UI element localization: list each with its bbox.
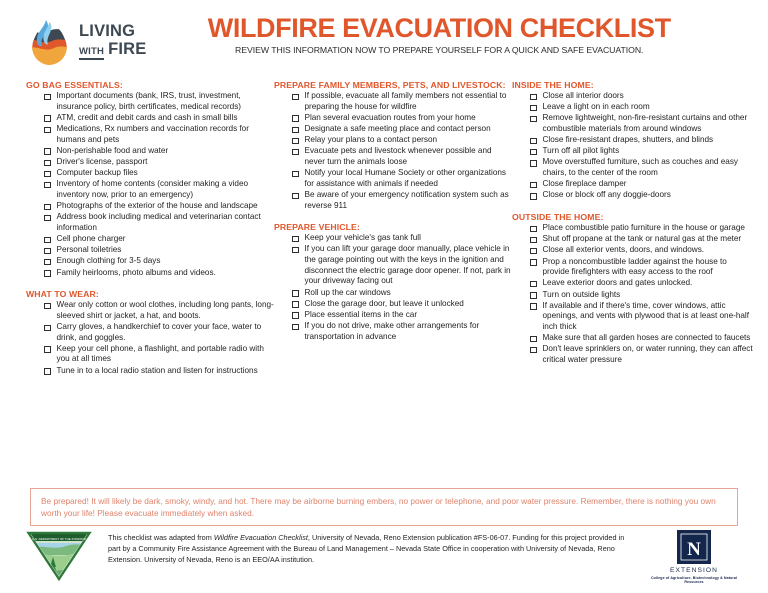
checklist-item[interactable] [512,290,754,301]
checklist-item-label: If you can lift your garage door manually, place vehicle in the garage pointing out with the keys in the ignition and disconnect the electric garage door opener. If not, park in your driveway facing out [304,244,511,286]
checklist-item-label: Evacuate pets and livestock whenever possible and never turn the animals loose [304,146,492,166]
logo-text-living: LIVING [79,21,136,40]
checkbox-icon[interactable] [292,324,299,331]
checklist-item[interactable] [26,168,274,179]
checklist-item[interactable] [512,179,754,190]
logo-text-with: WITH [79,47,104,60]
checklist-item-label: Close all exterior vents, doors, and windows. [542,245,705,255]
section-heading-what-to-wear: WHAT TO WEAR: [26,289,99,300]
checklist-item[interactable] [274,135,512,146]
checkbox-icon[interactable] [44,368,51,375]
checkbox-icon[interactable] [530,248,537,255]
checklist-item[interactable] [274,321,512,342]
checklist-item-label: Relay your plans to a contact person [304,135,438,145]
title-block [146,14,744,55]
unr-extension-logo [646,528,742,584]
checkbox-icon[interactable] [44,346,51,353]
checkbox-icon[interactable] [292,247,299,254]
checklist-item[interactable] [26,179,274,200]
checkbox-icon[interactable] [44,325,51,332]
checkbox-icon[interactable] [292,115,299,122]
checklist-item-label: Plan several evacuation routes from your home [304,112,476,122]
checklist-item[interactable] [26,234,274,245]
checklist-item-label: Photographs of the exterior of the house and landscape [56,201,258,211]
checkbox-icon[interactable] [530,138,537,145]
checkbox-icon[interactable] [44,237,51,244]
checklist-item-label: Important documents (bank, IRS, trust, investment, insurance policy, birth certificates, medical records) [56,91,242,111]
checkbox-icon[interactable] [44,259,51,266]
checklist-item[interactable] [512,301,754,333]
checklist-item[interactable] [26,91,274,112]
checkbox-icon[interactable] [292,301,299,308]
checklist-item-label: Don't leave sprinklers on, or water running, they can affect critical water pressure [542,344,753,364]
checkbox-icon[interactable] [44,270,51,277]
checkbox-icon[interactable] [44,215,51,222]
checklist-item-label: Address book including medical and veterinarian contact information [56,212,261,232]
checklist-item-label: Close or block off any doggie-doors [542,190,671,200]
checklist-item[interactable] [274,299,512,310]
section-heading-inside-the-home: INSIDE THE HOME: [512,80,594,90]
checklist-item[interactable] [512,344,754,365]
checkbox-icon[interactable] [530,149,537,156]
checklist-column-3 [512,80,754,366]
checkbox-icon[interactable] [292,236,299,243]
checklist-item-label: Non-perishable food and water [56,145,169,155]
checklist-item[interactable] [26,124,274,145]
checklist-item[interactable] [26,113,274,124]
checkbox-icon[interactable] [530,336,537,343]
checkbox-icon[interactable] [530,281,537,288]
checklist-item-label: Keep your cell phone, a flashlight, and portable radio with you at all times [56,343,264,364]
checkbox-icon[interactable] [44,204,51,211]
checkbox-icon[interactable] [530,94,537,101]
checklist-item-label: Close fireplace damper [542,179,627,189]
checklist-item[interactable] [274,288,512,299]
checkbox-icon[interactable] [530,347,537,354]
checklist-item[interactable] [274,146,512,167]
checklist-item-label: Inventory of home contents (consider making a video inventory now, prior to an emergency) [56,179,249,199]
checklist-item[interactable] [512,190,754,201]
checklist-item-label: Leave a light on in each room [542,102,650,112]
checklist-what-to-wear [26,300,274,376]
checklist-item-label: Roll up the car windows [304,287,391,297]
checklist-item[interactable] [26,322,274,343]
checkbox-icon[interactable] [292,138,299,145]
checklist-item[interactable] [512,245,754,256]
checklist-item[interactable] [26,212,274,233]
checkbox-icon[interactable] [44,160,51,167]
checkbox-icon[interactable] [530,259,537,266]
section-heading-go-bag-essentials: GO BAG ESSENTIALS: [26,80,123,90]
checklist-item-label: Tune in to a local radio station and listen for instructions [56,365,258,375]
checklist-item-label: Keep your vehicle's gas tank full [304,233,421,243]
checklist-item-label: Leave exterior doors and gates unlocked. [542,278,693,288]
checklist-item[interactable] [26,344,274,365]
checklist-item-label: Prop a noncombustible ladder against the house to provide firefighters with easy access to the roof [542,256,727,277]
unr-college-label: College of Agriculture, Biotechnology & Natural Resources [650,575,738,584]
checkbox-icon[interactable] [530,182,537,189]
checkbox-icon[interactable] [530,105,537,112]
checklist-item[interactable] [274,310,512,321]
page-subtitle: REVIEW THIS INFORMATION NOW TO PREPARE YOURSELF FOR A QUICK AND SAFE EVACUATION. [235,45,644,56]
checkbox-icon[interactable] [44,248,51,255]
checkbox-icon[interactable] [530,292,537,299]
checkbox-icon[interactable] [292,149,299,156]
checklist-item-label: Cell phone charger [56,234,126,244]
checkbox-icon[interactable] [530,303,537,310]
unr-n-mark [677,530,711,564]
checklist-item-label: Enough clothing for 3-5 days [56,256,161,266]
page-header [0,0,768,74]
checklist-column-1 [26,80,274,377]
checklist-outside-the-home [512,223,754,366]
checkbox-icon[interactable] [292,193,299,200]
checkbox-icon[interactable] [530,193,537,200]
checkbox-icon[interactable] [44,171,51,178]
checkbox-icon[interactable] [530,226,537,233]
section-heading-prepare-family-members-pets-livestock: PREPARE FAMILY MEMBERS, PETS, AND LIVESTOCK: [274,80,506,90]
checklist-item-label: Close fire-resistant drapes, shutters, and blinds [542,135,714,145]
checklist-item[interactable] [274,244,512,287]
living-with-fire-flame-logo [26,16,72,66]
checklist-item-label: Personal toiletries [56,245,122,255]
checklist-item[interactable] [26,256,274,267]
checkbox-icon[interactable] [44,115,51,122]
living-with-fire-logo [26,16,146,66]
checklist-item-label: Be aware of your emergency notification system such as reverse 911 [304,189,509,210]
checklist-item[interactable] [512,113,754,134]
checkbox-icon[interactable] [530,160,537,167]
checklist-columns [0,74,768,377]
checkbox-icon[interactable] [44,127,51,134]
checklist-item[interactable] [26,245,274,256]
checklist-item-label: Remove lightweight, non-fire-resistant curtains and other combustible materials from around windows [542,113,748,133]
svg-text:U.S. DEPARTMENT OF THE INTERIO: U.S. DEPARTMENT OF THE INTERIOR [32,537,86,541]
checklist-item[interactable] [26,146,274,157]
checklist-item-label: Driver's license, passport [56,156,148,166]
checklist-go-bag-essentials [26,91,274,278]
checklist-item-label: Family heirlooms, photo albums and videos. [56,267,216,277]
checklist-item[interactable] [274,124,512,135]
checklist-item[interactable] [26,201,274,212]
checklist-item-label: If possible, evacuate all family members not essential to preparing the house for wildfire [304,91,507,111]
checklist-item[interactable] [26,268,274,279]
checklist-item[interactable] [512,278,754,289]
checklist-item[interactable] [26,157,274,168]
checklist-item-label: If available and if there's time, cover windows, attic openings, and vents with plywood that is at least one-half inch thick [542,300,750,331]
checklist-item[interactable] [512,223,754,234]
checklist-prepare-vehicle [274,233,512,342]
unr-extension-label: EXTENSION [669,567,718,574]
page-footer [26,528,742,584]
living-with-fire-wordmark [79,23,146,60]
checkbox-icon[interactable] [292,312,299,319]
checklist-item[interactable] [274,113,512,124]
warning-callout [30,488,738,526]
checklist-item-label: Place essential items in the car [304,309,418,319]
checkbox-icon[interactable] [292,127,299,134]
checkbox-icon[interactable] [292,94,299,101]
checklist-item[interactable] [512,234,754,245]
checklist-item-label: ATM, credit and debit cards and cash in small bills [56,112,238,122]
checklist-item[interactable] [512,333,754,344]
checkbox-icon[interactable] [44,303,51,310]
checklist-item-label: Close all interior doors [542,91,624,100]
checklist-item[interactable] [274,168,512,189]
checklist-inside-the-home [512,91,754,201]
checklist-item-label: Shut off propane at the tank or natural gas at the meter [542,234,742,244]
checklist-item[interactable] [512,257,754,278]
checkbox-icon[interactable] [292,290,299,297]
footer-credit: This checklist was adapted from Wildfire Evacuation Checklist, University of Nevada, Reno Extension publication #FS-06-07. Funding for this project provided in part by a Community Fire Assistance Agreement with the Bureau of Land Management – Nevada State Office in cooperation with University of Nevada, Reno Extension. University of Nevada, Reno is an EEO/AA institution. [108,533,625,565]
checklist-item[interactable] [512,146,754,157]
checklist-item-label: Make sure that all garden hoses are connected to faucets [542,333,751,343]
section-heading-prepare-vehicle: PREPARE VEHICLE: [274,222,360,233]
checkbox-icon[interactable] [44,182,51,189]
checklist-item[interactable] [512,135,754,146]
page-title: WILDFIRE EVACUATION CHECKLIST [207,13,671,43]
checklist-item[interactable] [274,190,512,211]
checkbox-icon[interactable] [292,171,299,178]
section-heading-outside-the-home: OUTSIDE THE HOME: [512,212,604,223]
checkbox-icon[interactable] [530,116,537,123]
checkbox-icon[interactable] [44,94,51,101]
checklist-item-label: Turn on outside lights [542,289,621,299]
checklist-item[interactable] [26,300,274,321]
checklist-item-label: Close the garage door, but leave it unlocked [304,298,464,308]
checklist-item-label: Notify your local Humane Society or other organizations for assistance with animals if needed [304,168,507,188]
checklist-item[interactable] [512,91,754,102]
checkbox-icon[interactable] [530,237,537,244]
checklist-item-label: Medications, Rx numbers and vaccination records for humans and pets [56,123,249,144]
checklist-item[interactable] [26,366,274,377]
checklist-item[interactable] [274,91,512,112]
checklist-item-label: Move overstuffed furniture, such as couches and easy chairs, to the center of the room [542,157,738,178]
checklist-column-2 [274,80,512,343]
checklist-item-label: If you do not drive, make other arrangements for transportation in advance [304,320,480,341]
checklist-item-label: Turn off all pilot lights [542,146,620,156]
checklist-item[interactable] [274,233,512,244]
checklist-item-label: Carry gloves, a handkerchief to cover your face, water to drink, and goggles. [56,321,262,342]
bureau-of-land-management-logo [26,529,92,581]
logo-text-fire: FIRE [108,40,147,58]
checklist-item[interactable] [512,102,754,113]
warning-text: Be prepared! It will likely be dark, smoky, windy, and hot. There may be airborne burning embers, no power or telephone, and poor water pressure. Remember, there is nothing you own worth your life! Please evacuate immediately when asked. [41,496,716,519]
checklist-item-label: Computer backup files [56,168,138,178]
checklist-item-label: Designate a safe meeting place and contact person [304,123,491,133]
checklist-item-label: Wear only cotton or wool clothes, including long pants, long-sleeved shirt or jacket, a hat, and boots. [56,300,274,320]
checkbox-icon[interactable] [44,148,51,155]
checklist-prepare-family-members-pets-livestock [274,91,512,211]
checklist-item[interactable] [512,157,754,178]
svg-text:N: N [687,539,701,560]
checklist-item-label: Place combustible patio furniture in the house or garage [542,223,745,233]
